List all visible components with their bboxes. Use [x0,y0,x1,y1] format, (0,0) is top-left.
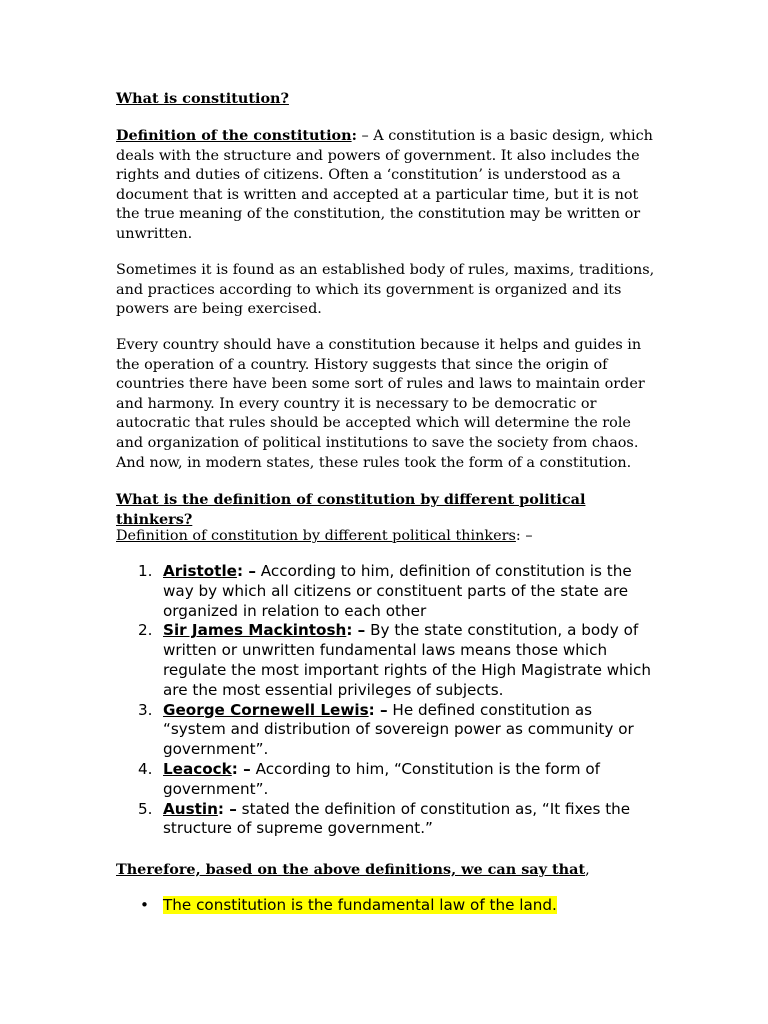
thinker-name: Sir James Mackintosh [163,621,347,640]
paragraph-every-country: Every country should have a constitution because it helps and guides in the operation of a country. History suggests that since the origin of countries there have been some sort of rules and laws to maintain order and harmony. In every country it is necessary to be democratic or autocratic that rules should be accepted which will determine the role and organization of political institutions to save the society from chaos. And now, in modern states, these rules took the form of a constitution. [116,337,645,471]
list-number: 3. [138,700,153,719]
thinker-name: Austin [163,799,218,818]
question-heading: What is the definition of constitution by different political thinkers? [116,491,586,528]
list-number: 1. [138,562,153,580]
thinker-separator: : – [346,621,366,640]
list-number: 5. [138,799,153,818]
list-item [116,760,656,800]
thinker-name: Aristotle [163,562,237,580]
thinker-definition: According to him, “Constitution is the form of government”. [163,759,601,798]
conclusion-heading-text: Therefore, based on the above definitions, we can say that [116,861,586,878]
list-item [116,621,656,700]
definition-body: – A constitution is a basic design, which deals with the structure and powers of government. It also includes the rights and duties of citizens. Often a ‘constitution’ is understood as a document that is written and accepted at a particular time, but it is not the true meaning of the constitution, the constitution may be written or unwritten. [116,128,653,242]
list-item [116,562,656,621]
paragraph-rules: Sometimes it is found as an established body of rules, maxims, traditions, and practices according to which its government is organized and its powers are being exercised. [116,262,655,318]
thinker-separator: : – [231,759,251,778]
thinker-name: George Cornewell Lewis [163,700,369,719]
page-title: What is constitution? [116,90,289,107]
thinker-separator: : – [368,700,388,719]
thinker-name: Leacock [163,759,232,778]
thinker-definition: stated the definition of constitution as, “It fixes the structure of supreme government.” [163,799,631,838]
thinkers-intro-tail: : – [515,528,533,544]
conclusion-heading-tail: , [585,862,590,878]
list-item [116,701,656,760]
list-number: 2. [138,621,153,640]
conclusion-list [116,896,656,916]
definition-colon: : [351,127,357,144]
highlighted-conclusion: The constitution is the fundamental law of the land. [163,896,557,914]
list-number: 4. [138,759,153,778]
thinker-separator: : – [236,562,256,580]
definition-heading: Definition of the constitution [116,127,352,144]
list-item [116,896,656,916]
thinkers-intro [116,527,656,547]
thinker-definition: He defined constitution as “system and distribution of sovereign power as community or government”. [163,700,634,759]
conclusion-heading [116,860,656,881]
bullet-marker: • [140,896,149,914]
thinker-definition: According to him, definition of constitution is the way by which all citizens or constituent parts of the state are organized in relation to each other [163,562,632,620]
thinker-separator: : – [217,799,237,818]
thinker-definition: By the state constitution, a body of written or unwritten fundamental laws means those which regulate the most important rights of the High Magistrate which are the most essential privileges of subjects. [163,621,652,699]
definition-paragraph [116,126,656,245]
thinkers-intro-text: Definition of constitution by different political thinkers [116,528,516,544]
list-item [116,800,656,840]
definitions-list [116,562,656,839]
